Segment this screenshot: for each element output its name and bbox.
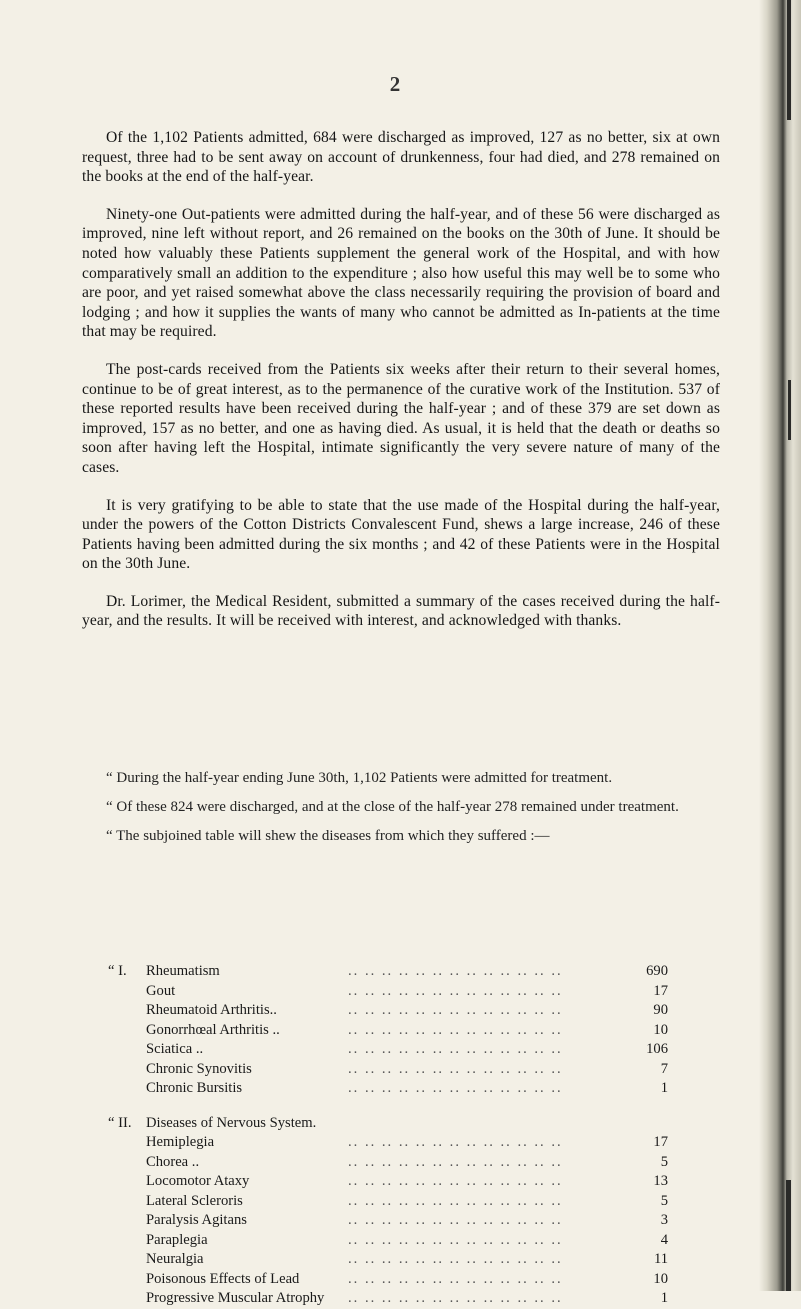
paragraph: Ninety-one Out-patients were admitted during the half-year, and of these 56 were discharged as improved, nine left without report, and 26 remained on the books on the 30th of June. It should be noted how valuably these Patients supplement the general work of the Hospital, and with how comparatively small an addition to the expenditure ; also how useful this may well be to some who are poor, and yet raised somewhat above the class necessarily requiring the provision of board and lodging ; and how it supplies the wants of many who cannot be admitted as In-patients at the time that may be required.	[82, 205, 720, 341]
disease-name: Locomotor Ataxy	[146, 1173, 250, 1189]
paragraph: It is very gratifying to be able to state that the use made of the Hospital during the half-year, under the powers of the Cotton Districts Convalescent Fund, shews a large increase, 246 of these Patients having been admitted during the six months ; and 42 of these Patients were in the Hospital on the 30th June.	[82, 496, 720, 573]
leader-dots: .. .. .. .. .. .. .. .. .. .. .. .. ..	[348, 982, 563, 999]
leader-dots: .. .. .. .. .. .. .. .. .. .. .. .. ..	[348, 1251, 563, 1267]
disease-count: 3	[660, 1212, 668, 1228]
table-row	[108, 1153, 668, 1173]
disease-name: Sciatica ..	[146, 1041, 204, 1057]
report-paragraph: “ Of these 824 were discharged, and at the close of the half-year 278 remained under treatment.	[106, 799, 679, 815]
group-spacer	[108, 1099, 668, 1114]
disease-name: Poisonous Effects of Lead	[146, 1270, 300, 1287]
disease-name: Lateral Scleroris	[146, 1192, 243, 1209]
main-body	[82, 128, 720, 649]
disease-count: 5	[660, 1153, 668, 1170]
leader-dots: .. .. .. .. .. .. .. .. .. .. .. .. ..	[348, 1231, 563, 1248]
leader-dots: .. .. .. .. .. .. .. .. .. .. .. .. ..	[348, 1041, 563, 1057]
group-numeral: “ I.	[108, 963, 127, 979]
leader-dots: .. .. .. .. .. .. .. .. .. .. .. .. ..	[348, 1212, 563, 1228]
disease-name: Paralysis Agitans	[146, 1212, 247, 1228]
disease-count: 17	[653, 1134, 668, 1150]
table-row	[108, 1040, 668, 1060]
leader-dots: .. .. .. .. .. .. .. .. .. .. .. .. ..	[348, 1192, 563, 1209]
disease-name: Gonorrhœal Arthritis ..	[146, 1021, 280, 1038]
disease-name: Rheumatism	[146, 963, 220, 979]
group-heading	[108, 1114, 668, 1134]
disease-count: 5	[660, 1192, 668, 1209]
disease-count: 1	[660, 1080, 668, 1096]
binding-mark	[786, 1180, 791, 1291]
table-row	[108, 1133, 668, 1153]
leader-dots: .. .. .. .. .. .. .. .. .. .. .. .. ..	[348, 963, 563, 979]
paragraph: The post-cards received from the Patients six weeks after their return to their several homes, continue to be of great interest, as to the permanence of the curative work of the Institution. 537 of these reported results have been received during the half-year ; and of these 379 are set down as improved, 157 as no better, and one as having died. As usual, it is held that the death or deaths so soon after having left the Hospital, intimate significantly the very severe nature of many of the cases.	[82, 360, 720, 476]
table-row	[108, 1192, 668, 1212]
disease-name: Hemiplegia	[146, 1134, 215, 1150]
table-row	[108, 1231, 668, 1251]
leader-dots: .. .. .. .. .. .. .. .. .. .. .. .. ..	[348, 1080, 563, 1096]
group-title: Diseases of Nervous System.	[146, 1114, 317, 1131]
binding-mark	[787, 0, 791, 120]
medical-report	[82, 769, 720, 856]
group-numeral: “ II.	[108, 1114, 132, 1131]
disease-count: 10	[653, 1021, 668, 1038]
leader-dots: .. .. .. .. .. .. .. .. .. .. .. .. ..	[348, 1134, 563, 1150]
leader-dots: .. .. .. .. .. .. .. .. .. .. .. .. ..	[348, 1270, 563, 1287]
disease-count: 17	[653, 982, 668, 999]
page-edge-shadow	[759, 0, 801, 1291]
disease-name: Gout	[146, 982, 176, 999]
leader-dots: .. .. .. .. .. .. .. .. .. .. .. .. ..	[348, 1290, 563, 1306]
table-row	[108, 1079, 668, 1099]
disease-name: Chorea ..	[146, 1153, 200, 1170]
leader-dots: .. .. .. .. .. .. .. .. .. .. .. .. ..	[348, 1060, 563, 1077]
page-number: 2	[389, 72, 401, 96]
disease-count: 13	[653, 1173, 668, 1189]
disease-count: 4	[660, 1231, 668, 1248]
disease-count: 106	[646, 1041, 668, 1057]
table-row	[108, 1250, 668, 1270]
disease-name: Chronic Bursitis	[146, 1080, 243, 1096]
leader-dots: .. .. .. .. .. .. .. .. .. .. .. .. ..	[348, 1173, 563, 1189]
disease-count: 690	[646, 963, 668, 979]
paragraph: Dr. Lorimer, the Medical Resident, submitted a summary of the cases received during the half-year, and the results. It will be received with interest, and acknowledged with thanks.	[82, 592, 720, 630]
disease-table	[108, 962, 668, 1309]
report-paragraph: “ The subjoined table will shew the diseases from which they suffered :—	[106, 828, 550, 844]
disease-count: 11	[653, 1251, 668, 1267]
leader-dots: .. .. .. .. .. .. .. .. .. .. .. .. ..	[348, 1021, 563, 1038]
leader-dots: .. .. .. .. .. .. .. .. .. .. .. .. ..	[348, 1153, 563, 1170]
table-row	[108, 1021, 668, 1041]
table-row	[108, 1289, 668, 1309]
table-row	[108, 1001, 668, 1021]
disease-count: 1	[660, 1290, 668, 1306]
disease-name: Chronic Synovitis	[146, 1060, 252, 1077]
disease-count: 10	[653, 1270, 668, 1287]
disease-name: Neuralgia	[146, 1251, 204, 1267]
leader-dots: .. .. .. .. .. .. .. .. .. .. .. .. ..	[348, 1002, 563, 1018]
disease-name: Progressive Muscular Atrophy	[146, 1290, 325, 1306]
disease-count: 90	[653, 1002, 668, 1018]
report-paragraph: “ During the half-year ending June 30th, 1,102 Patients were admitted for treatment.	[106, 770, 613, 786]
table-row	[108, 1211, 668, 1231]
table-row	[108, 1270, 668, 1290]
table-row	[108, 962, 668, 982]
disease-name: Rheumatoid Arthritis..	[146, 1002, 277, 1018]
table-row	[108, 1060, 668, 1080]
disease-count: 7	[660, 1060, 668, 1077]
paragraph: Of the 1,102 Patients admitted, 684 were discharged as improved, 127 as no better, six at own request, three had to be sent away on account of drunkenness, four had died, and 278 remained on the books at the end of the half-year.	[82, 129, 720, 186]
disease-name: Paraplegia	[146, 1231, 208, 1248]
table-row	[108, 982, 668, 1002]
binding-mark	[788, 380, 791, 440]
table-row	[108, 1172, 668, 1192]
